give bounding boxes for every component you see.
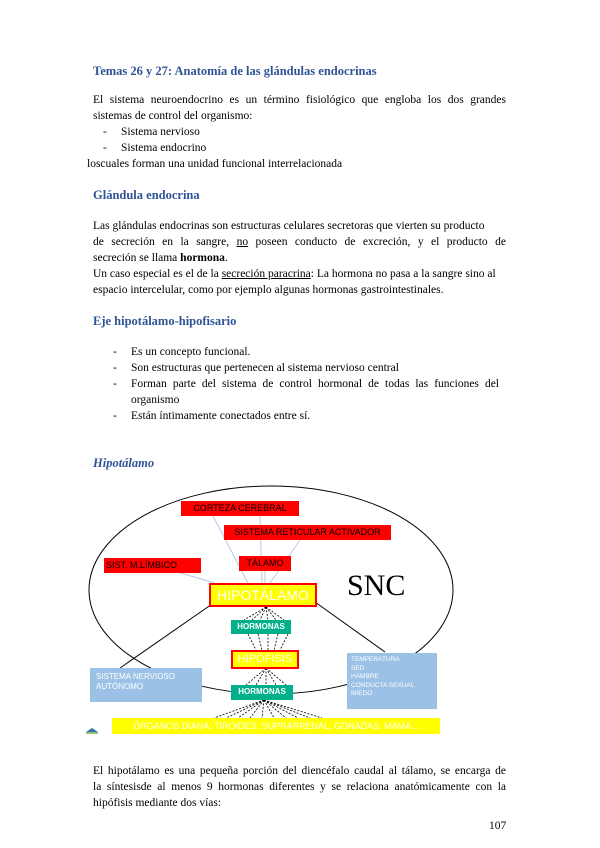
intro-bullet-1: Sistema nervioso xyxy=(121,126,200,138)
gland-line-3 xyxy=(93,250,228,266)
gland-text: de secreción en la sangre, xyxy=(93,236,230,248)
box-hormonas-2: HORMONAS xyxy=(231,685,293,700)
gland-line-2 xyxy=(93,234,506,250)
arrow-fan-4 xyxy=(214,700,322,718)
box-hormonas-1: HORMONAS xyxy=(231,620,291,634)
gland-heading: Glándula endocrina xyxy=(93,188,200,202)
intro-line-1: El sistema neuroendocrino es un término fisiológico que engloba los dos grandes xyxy=(93,94,506,106)
intro-bullet-dash: - xyxy=(103,142,107,154)
intro-line-2: sistemas de control del organismo: xyxy=(93,110,253,122)
gland-line-4 xyxy=(93,266,496,282)
arrow-fan-3 xyxy=(246,668,286,685)
box-sistema-reticular: SISTEMA RETICULAR ACTIVADOR xyxy=(224,525,391,540)
axis-bullet-dash: - xyxy=(113,362,117,374)
sna-line-1: SISTEMA NERVIOSO xyxy=(96,672,175,681)
intro-bullet-dash: - xyxy=(103,126,107,138)
hypothalamus-heading: Hipotálamo xyxy=(93,456,155,470)
axis-heading: Eje hipotálamo-hipofisario xyxy=(93,314,237,328)
axis-bullet-3-cont: organismo xyxy=(131,394,180,406)
decorative-mark xyxy=(86,728,98,732)
axis-bullet-4: Están íntimamente conectados entre sí. xyxy=(131,410,311,422)
page-title: Temas 26 y 27: Anatomía de las glándulas endocrinas xyxy=(93,64,377,78)
connector-line xyxy=(120,602,215,668)
gland-text: . xyxy=(224,252,228,264)
gland-text: poseen conducto de excreción, y el producto de xyxy=(255,236,506,248)
axis-bullet-1: Es un concepto funcional. xyxy=(131,346,251,358)
box-talamo: TÁLAMO xyxy=(239,556,291,571)
intro-bullet-2: Sistema endocrino xyxy=(121,142,207,154)
neuroendocrine-diagram xyxy=(0,470,600,740)
gland-text: : La hormona no pasa a la sangre sino al xyxy=(310,268,496,280)
temp-line: CONDUCTA SEXUAL xyxy=(351,681,415,689)
arrow-fan-1 xyxy=(244,607,284,620)
snc-label: SNC xyxy=(347,569,406,602)
gland-text: secreción se llama xyxy=(93,252,178,264)
gland-text: Un caso especial es el de la xyxy=(93,268,219,280)
box-organos-diana: ÓRGANOS DIANA: TIROIDES, SUPRARRENAL, GONADAS, MAMA... xyxy=(112,718,440,734)
sna-line-2: AUTÓNOMO xyxy=(96,682,144,691)
arrow-fan-2 xyxy=(248,634,288,650)
closing-line-3: hipófisis mediante dos vías: xyxy=(93,797,222,809)
gland-underlined-paracrina: secreción paracrina xyxy=(221,268,311,280)
axis-bullet-dash: - xyxy=(113,378,117,390)
temp-line: SED xyxy=(351,664,365,672)
box-sist-limbico: SIST. M.LÍMBICO xyxy=(104,558,201,573)
temp-line: HAMBRE xyxy=(351,673,379,680)
gland-line-5: espacio intercelular, como por ejemplo algunas hormonas gastrointestinales. xyxy=(93,284,444,296)
gland-bold-hormona: hormona xyxy=(180,252,225,264)
closing-line-1: El hipotálamo es una pequeña porción del diencéfalo caudal al tálamo, se encarga de xyxy=(93,765,506,777)
box-hipotalamo: HIPOTÁLAMO xyxy=(209,583,317,607)
box-temperatura xyxy=(347,653,437,709)
axis-bullet-dash: - xyxy=(113,410,117,422)
temp-line: TEMPERATURA xyxy=(351,656,400,663)
gland-underlined-no: no xyxy=(236,236,249,248)
box-corteza-cerebral: CORTEZA CEREBRAL xyxy=(181,501,299,516)
intro-line-3: loscuales forman una unidad funcional interrelacionada xyxy=(87,158,343,170)
box-sistema-nervioso-autonomo xyxy=(90,668,202,702)
closing-line-2: la síntesisde al menos 9 hormonas diferentes y se relaciona anatómicamente con la xyxy=(93,781,506,793)
gland-line-1: Las glándulas endocrinas son estructuras celulares secretoras que vierten su producto xyxy=(93,220,485,232)
axis-bullet-2: Son estructuras que pertenecen al sistema nervioso central xyxy=(131,362,399,374)
connector-line xyxy=(315,602,385,652)
axis-bullet-dash: - xyxy=(113,346,117,358)
axis-bullet-3: Forman parte del sistema de control hormonal de todas las funciones del xyxy=(131,378,499,390)
box-hipofisis: HIPÓFISIS xyxy=(231,650,299,669)
temp-line: MIEDO xyxy=(351,690,373,697)
page-number: 107 xyxy=(489,820,507,832)
